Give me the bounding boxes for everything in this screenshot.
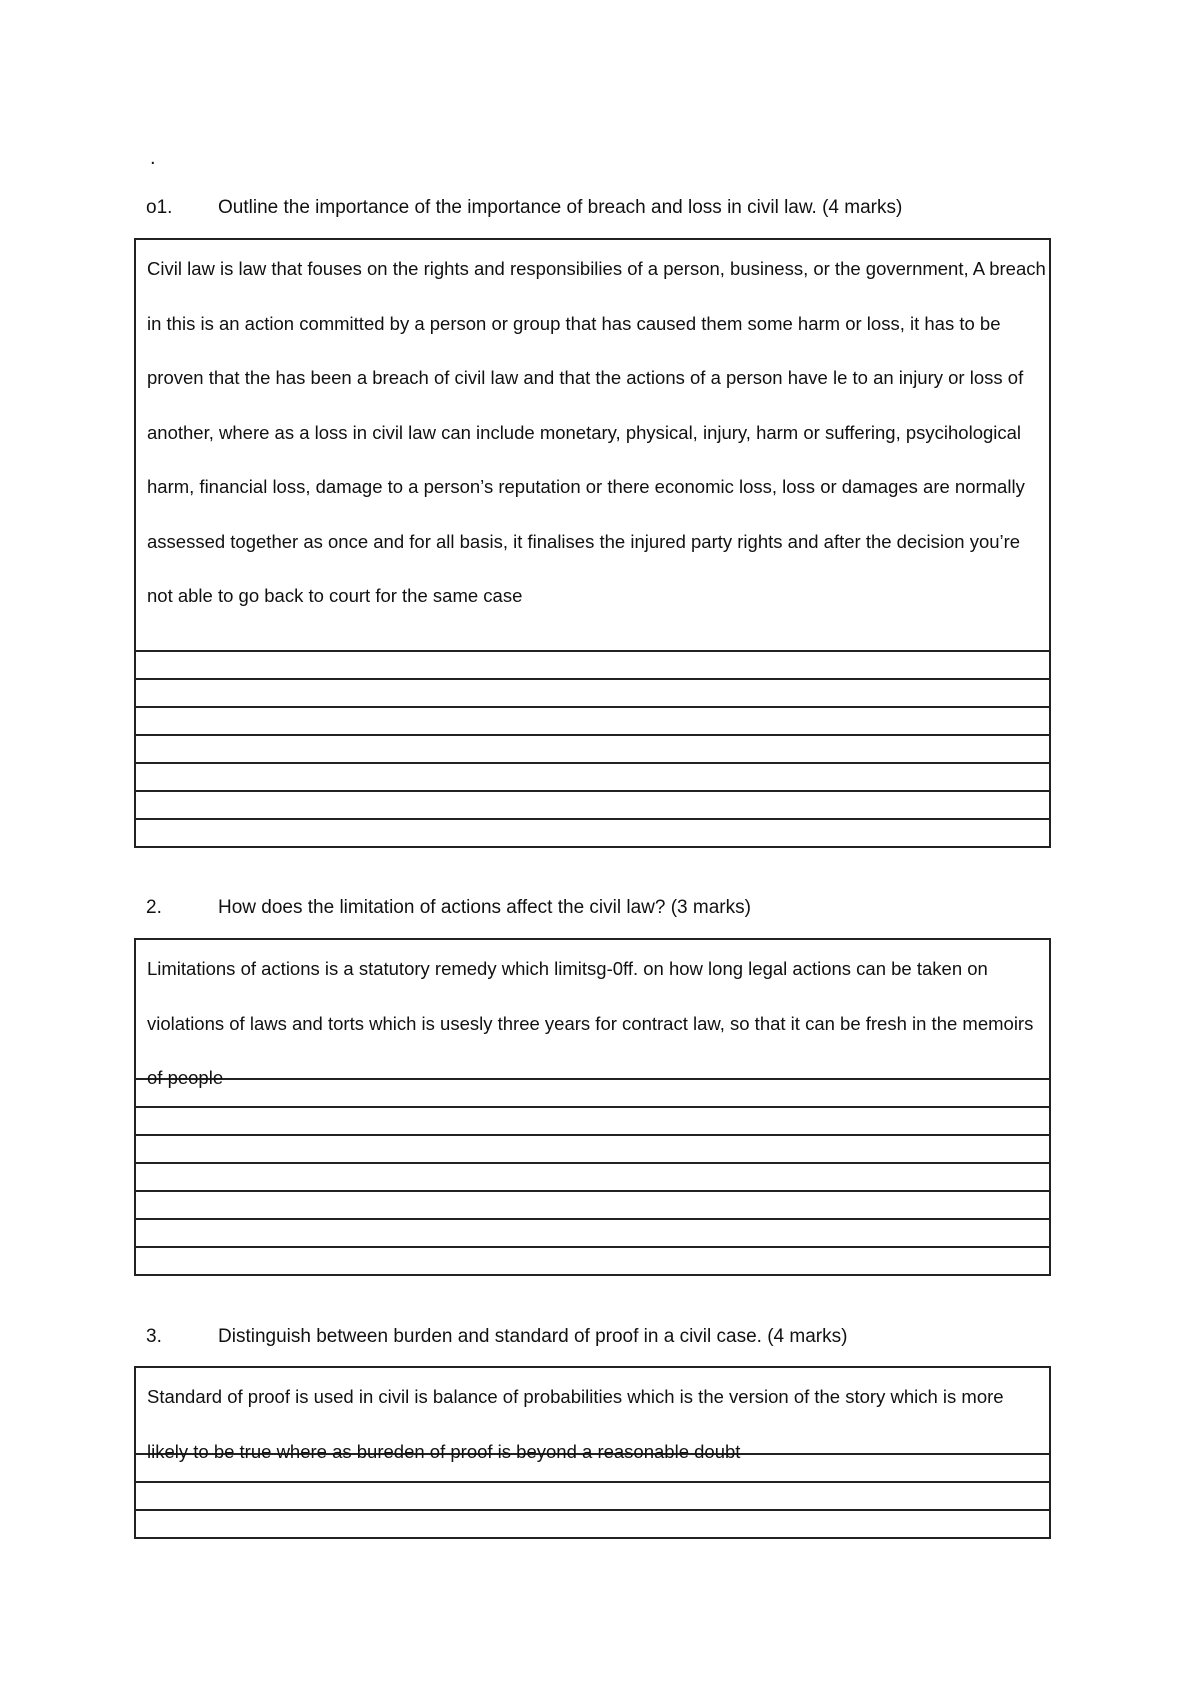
question-1 xyxy=(146,196,902,220)
blank-line[interactable] xyxy=(136,708,1049,736)
answer-box-2[interactable] xyxy=(134,938,1051,1276)
blank-line[interactable] xyxy=(136,764,1049,792)
blank-line[interactable] xyxy=(136,1080,1049,1108)
question-3-text: Distinguish between burden and standard of proof in a civil case. (4 marks) xyxy=(218,1326,848,1347)
question-2-text: How does the limitation of actions affect the civil law? (3 marks) xyxy=(218,897,751,918)
blank-line[interactable] xyxy=(136,1108,1049,1136)
blank-line[interactable] xyxy=(136,736,1049,764)
question-2-number: 2. xyxy=(146,897,162,918)
blank-line[interactable] xyxy=(136,1164,1049,1192)
answer-1-text: Civil law is law that fouses on the rights and responsibilies of a person, business, or the government, A breach in this is an action committed by a person or group that has caused them some harm or loss, it has to be proven that the has been a breach of civil law and that the actions of a person have le to an injury or loss of another, where as a loss in civil law can include monetary, physical, injury, harm or suffering, psycihological harm, financial loss, damage to a person’s reputation or there economic loss, loss or damages are normally assessed together as once and for all basis, it finalises the injured party rights and after the decision you’re not able to go back to court for the same case xyxy=(147,258,1046,606)
page-marker-dot: . xyxy=(150,147,156,169)
question-1-text: Outline the importance of the importance of breach and loss in civil law. (4 marks) xyxy=(218,197,903,218)
blank-line[interactable] xyxy=(136,680,1049,708)
answer-3-text: Standard of proof is used in civil is balance of probabilities which is the version of the story which is more likely to be true where as bureden of proof is beyond a reasonable doubt xyxy=(147,1386,1004,1462)
blank-line[interactable] xyxy=(136,1192,1049,1220)
blank-line[interactable] xyxy=(136,820,1049,846)
question-3-number: 3. xyxy=(146,1326,162,1347)
question-1-number: o1. xyxy=(146,197,173,218)
blank-line[interactable] xyxy=(136,792,1049,820)
blank-line[interactable] xyxy=(136,1220,1049,1248)
answer-box-3[interactable] xyxy=(134,1366,1051,1539)
blank-line[interactable] xyxy=(136,652,1049,680)
question-3 xyxy=(146,1325,847,1349)
blank-line[interactable] xyxy=(136,1136,1049,1164)
answer-box-1[interactable] xyxy=(134,238,1051,848)
answer-2-area[interactable] xyxy=(136,940,1049,1088)
blank-line[interactable] xyxy=(136,1248,1049,1274)
question-2 xyxy=(146,896,751,920)
answer-3-area[interactable] xyxy=(136,1368,1049,1462)
answer-1-area[interactable] xyxy=(136,240,1049,652)
blank-line[interactable] xyxy=(136,1483,1049,1511)
blank-line[interactable] xyxy=(136,1511,1049,1537)
answer-2-text: Limitations of actions is a statutory remedy which limitsg-0ff. on how long legal actions can be taken on violations of laws and torts which is usesly three years for contract law, so that it can be fresh in the memoirs of people xyxy=(147,958,1034,1088)
